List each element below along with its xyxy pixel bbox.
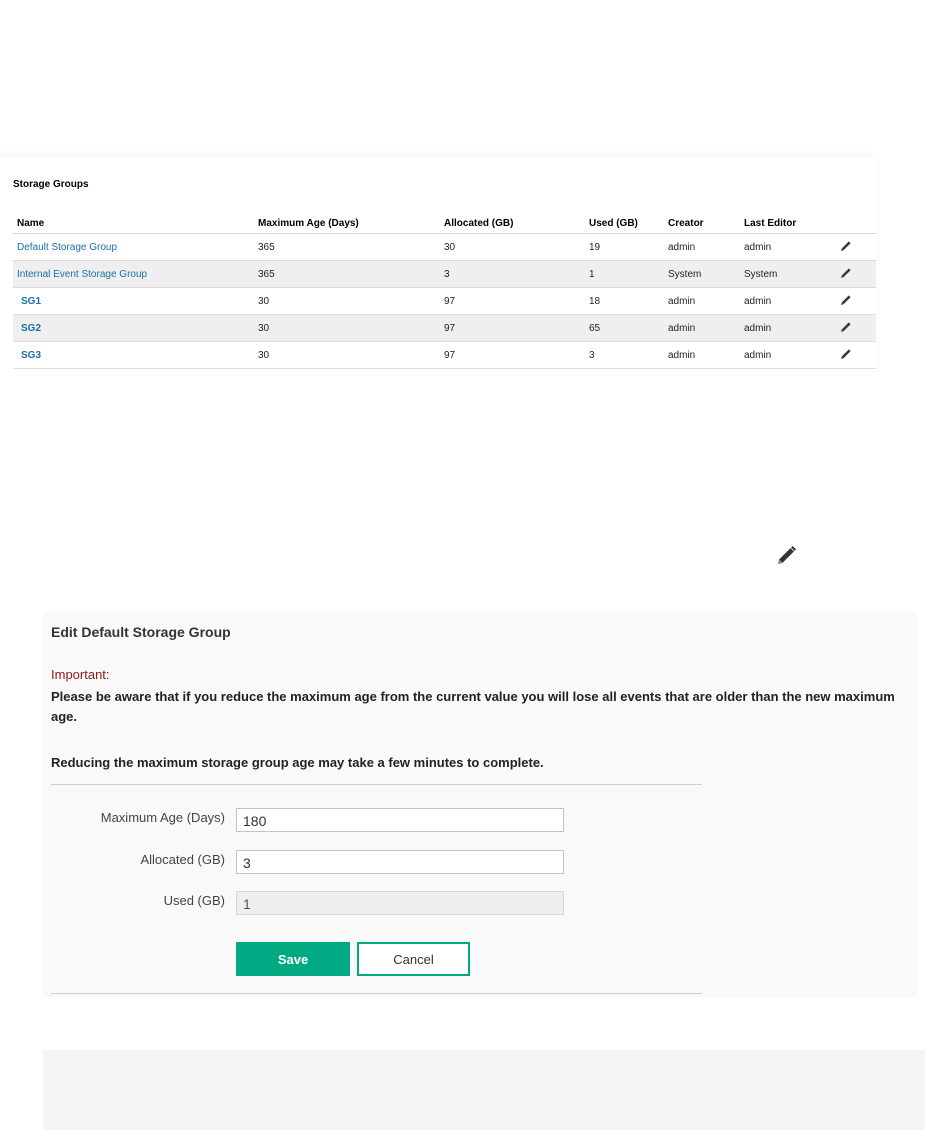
pencil-icon[interactable]	[840, 348, 852, 360]
storage-groups-table	[13, 213, 876, 369]
edit-storage-group-dialog	[43, 613, 917, 997]
dialog-title: Edit Default Storage Group	[51, 624, 231, 640]
column-header-actions	[836, 213, 876, 234]
pencil-icon[interactable]	[840, 267, 852, 279]
storage-groups-panel	[0, 157, 877, 377]
creator-cell: System	[664, 261, 740, 288]
important-label: Important:	[51, 667, 110, 682]
storage-groups-title: Storage Groups	[13, 179, 89, 190]
divider	[51, 784, 702, 785]
used-cell: 65	[585, 315, 664, 342]
table-row	[13, 234, 876, 261]
table-row	[13, 288, 876, 315]
divider	[51, 993, 702, 994]
allocated-label: Allocated (GB)	[140, 852, 225, 867]
storage-group-link[interactable]: SG2	[21, 322, 42, 334]
max-age-cell: 30	[254, 315, 440, 342]
used-cell: 3	[585, 342, 664, 369]
save-button[interactable]: Save	[236, 942, 350, 976]
used-cell: 18	[585, 288, 664, 315]
cancel-button[interactable]: Cancel	[357, 942, 470, 976]
storage-group-link[interactable]: SG1	[21, 295, 42, 307]
used-cell: 19	[585, 234, 664, 261]
allocated-cell: 97	[440, 315, 585, 342]
reduce-note: Reducing the maximum storage group age may take a few minutes to complete.	[51, 755, 544, 770]
last-editor-cell: admin	[740, 315, 836, 342]
max-age-cell: 365	[254, 234, 440, 261]
pencil-icon[interactable]	[840, 321, 852, 333]
warning-text: Please be aware that if you reduce the maximum age from the current value you will lose all events that are older than the new maximum age.	[51, 689, 895, 724]
allocated-cell: 97	[440, 288, 585, 315]
max-age-label: Maximum Age (Days)	[100, 810, 225, 825]
last-editor-cell: admin	[740, 342, 836, 369]
max-age-cell: 30	[254, 288, 440, 315]
pencil-icon[interactable]	[840, 240, 852, 252]
allocated-cell: 30	[440, 234, 585, 261]
allocated-input[interactable]	[236, 850, 564, 874]
creator-cell: admin	[664, 315, 740, 342]
table-row	[13, 342, 876, 369]
table-row	[13, 261, 876, 288]
used-label: Used (GB)	[163, 893, 225, 908]
max-age-cell: 30	[254, 342, 440, 369]
column-header-last-editor[interactable]: Last Editor	[740, 213, 836, 234]
allocated-cell: 3	[440, 261, 585, 288]
pencil-icon[interactable]	[840, 294, 852, 306]
table-header-row	[13, 213, 876, 234]
allocated-cell: 97	[440, 342, 585, 369]
pencil-icon[interactable]	[776, 544, 798, 566]
last-editor-cell: admin	[740, 288, 836, 315]
storage-group-link[interactable]: Internal Event Storage Group	[17, 268, 148, 280]
footer-panel	[43, 1050, 925, 1130]
max-age-cell: 365	[254, 261, 440, 288]
max-age-input[interactable]	[236, 808, 564, 832]
table-row	[13, 315, 876, 342]
column-header-used[interactable]: Used (GB)	[585, 213, 664, 234]
creator-cell: admin	[664, 234, 740, 261]
storage-group-link[interactable]: Default Storage Group	[17, 241, 118, 253]
creator-cell: admin	[664, 342, 740, 369]
last-editor-cell: System	[740, 261, 836, 288]
storage-group-link[interactable]: SG3	[21, 349, 42, 361]
used-cell: 1	[585, 261, 664, 288]
column-header-max-age[interactable]: Maximum Age (Days)	[254, 213, 440, 234]
column-header-name[interactable]: Name	[13, 213, 254, 234]
last-editor-cell: admin	[740, 234, 836, 261]
used-input	[236, 891, 564, 915]
column-header-creator[interactable]: Creator	[664, 213, 740, 234]
creator-cell: admin	[664, 288, 740, 315]
column-header-allocated[interactable]: Allocated (GB)	[440, 213, 585, 234]
